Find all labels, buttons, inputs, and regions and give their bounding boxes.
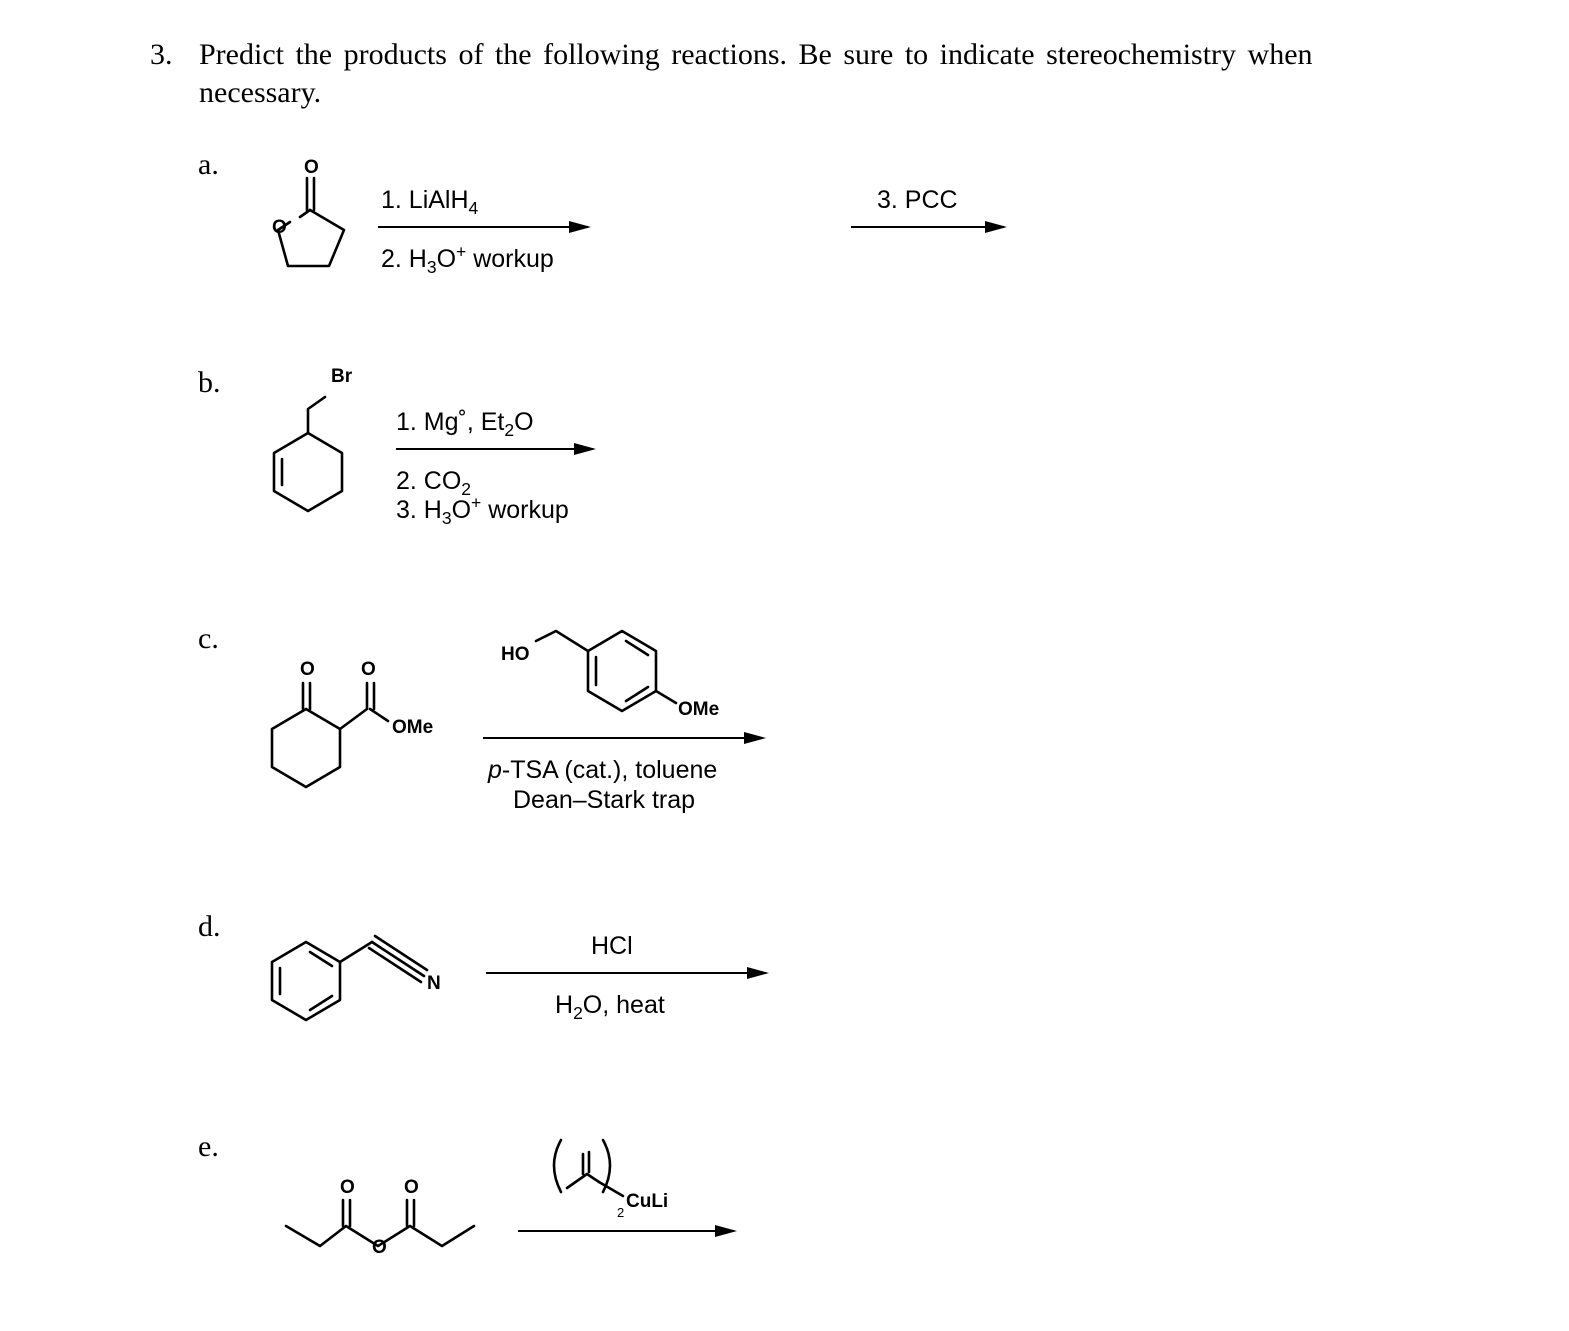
part-a-carbonyl-oxygen: O [304, 157, 319, 178]
part-c-reagent-2: Dean–Stark trap [513, 786, 696, 814]
question-number: 3. [150, 38, 173, 71]
part-e-cuprate-subscript: 2 [617, 1205, 625, 1220]
part-a-reagent-3: 3. PCC [877, 186, 958, 214]
part-e-oxygen-1: O [340, 1177, 355, 1198]
part-a-arrow-1 [378, 226, 588, 228]
part-a-label: a. [198, 148, 219, 181]
question-text-line1: Predict the products of the following reactions. Be sure to indicate stereochemistry when [199, 38, 1313, 71]
part-e-arrow [518, 1230, 734, 1232]
part-d-reagent-2: $H_2O$, heat [555, 991, 665, 1023]
part-c-aryl-methoxy: OMe [678, 699, 720, 720]
bromomethyl-cyclohexene-structure [262, 375, 372, 525]
part-c-label: c. [198, 622, 219, 655]
part-d-label: d. [198, 910, 221, 943]
part-b-reagent-3: 3. $H_3O^+$ workup [396, 492, 569, 528]
part-b-bromine: Br [331, 366, 353, 387]
part-a-reagent-2: 2. $H_3O^+$ workup [381, 241, 554, 277]
part-e-cuprate-label: CuLi [626, 1191, 669, 1212]
part-e-bridging-oxygen: O [372, 1237, 387, 1258]
part-c-methoxy: OMe [392, 717, 434, 738]
part-b-label: b. [198, 366, 221, 399]
part-b-reagent-1: 1. Mg˚, $Et_2O$ [396, 408, 534, 440]
part-c-reagent-1: p-TSA (cat.), toluene [488, 756, 718, 784]
part-c-ketone-oxygen: O [300, 659, 315, 680]
part-c-arrow [483, 737, 763, 739]
part-b-reagent-2: 2. $CO_2$ [396, 467, 472, 499]
part-d-reagent-1: HCl [591, 932, 633, 960]
part-d-arrow [486, 972, 766, 974]
part-a-ring-oxygen: O [272, 217, 287, 238]
part-e-oxygen-2: O [404, 1177, 419, 1198]
part-a-reagent-1: 1. LiAlH$_4$ [381, 186, 479, 218]
part-a-arrow-2 [851, 226, 1004, 228]
part-d-nitrogen: N [427, 973, 441, 994]
question-text-line2: necessary. [199, 76, 322, 109]
propanoic-anhydride-structure [280, 1190, 500, 1280]
part-c-ester-oxygen: O [361, 659, 376, 680]
part-e-label: e. [198, 1130, 219, 1163]
part-b-arrow [396, 448, 593, 450]
part-c-hydroxyl: HO [501, 644, 530, 665]
